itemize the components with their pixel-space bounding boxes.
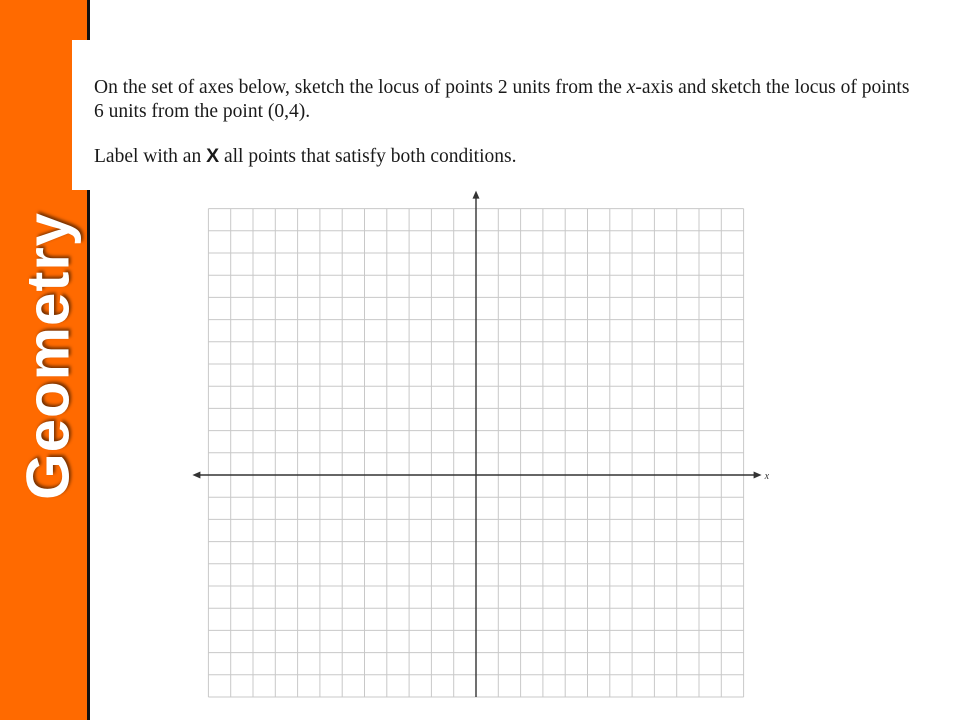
x-axis-label: x bbox=[764, 471, 770, 482]
x-axis-arrow-right bbox=[754, 472, 762, 479]
x-axis-arrow-left bbox=[192, 472, 200, 479]
axes bbox=[192, 191, 769, 697]
instruction-part-1: Label with an bbox=[94, 146, 207, 167]
instruction-part-2: all points that satisfy both conditions. bbox=[219, 146, 517, 167]
instruction-x-mark: X bbox=[206, 145, 220, 167]
prompt-part-2: -axis and sketch the locus of points 6 units from the point (0,4). bbox=[94, 77, 910, 122]
prompt-variable: x bbox=[626, 77, 636, 98]
side-title: Geometry bbox=[14, 211, 82, 501]
prompt-part-1: On the set of axes below, sketch the locus of points 2 units from the bbox=[94, 77, 627, 98]
y-axis-arrow-up bbox=[473, 191, 480, 199]
